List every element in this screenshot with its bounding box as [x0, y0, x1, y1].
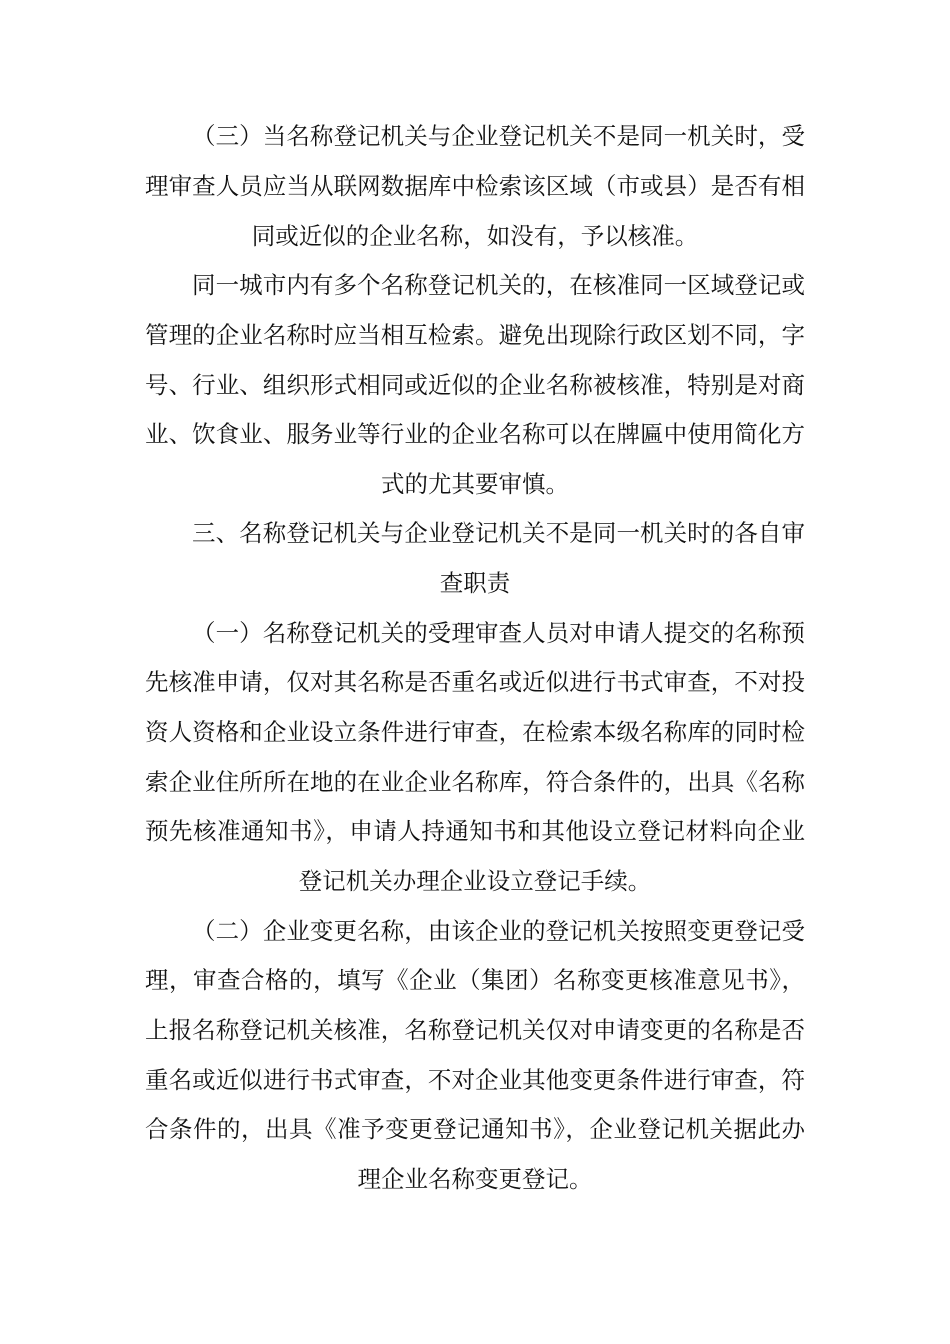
- section-heading-line: 查职责: [439, 569, 511, 597]
- text-line: 登记机关办理企业设立登记手续。: [298, 867, 652, 895]
- text-line: 重名或近似进行书式审查，不对企业其他变更条件进行审查，符: [145, 1066, 805, 1094]
- text-line: （一）名称登记机关的受理审查人员对申请人提交的名称预: [192, 619, 805, 647]
- text-line: 理企业名称变更登记。: [357, 1165, 593, 1193]
- section-heading-line: 三、名称登记机关与企业登记机关不是同一机关时的各自审: [192, 519, 805, 547]
- text-line: 式的尤其要审慎。: [381, 470, 569, 498]
- text-line: 合条件的，出具《准予变更登记通知书》，企业登记机关据此办: [145, 1115, 805, 1143]
- text-line: 先核准申请，仅对其名称是否重名或近似进行书式审查，不对投: [145, 668, 805, 696]
- text-line: 号、行业、组织形式相同或近似的企业名称被核准，特别是对商: [145, 371, 805, 399]
- text-line: （二）企业变更名称，由该企业的登记机关按照变更登记受: [192, 917, 805, 945]
- text-line: 同或近似的企业名称，如没有，予以核准。: [251, 222, 699, 250]
- text-line: 上报名称登记机关核准，名称登记机关仅对申请变更的名称是否: [145, 1016, 805, 1044]
- text-line: 理审查人员应当从联网数据库中检索该区域（市或县）是否有相: [145, 172, 805, 200]
- text-line: 索企业住所所在地的在业企业名称库，符合条件的，出具《名称: [145, 768, 805, 796]
- text-line: 业、饮食业、服务业等行业的企业名称可以在牌匾中使用简化方: [145, 420, 805, 448]
- text-line: 理，审查合格的，填写《企业（集团）名称变更核准意见书》，: [145, 966, 805, 994]
- text-line: 同一城市内有多个名称登记机关的，在核准同一区域登记或: [192, 271, 805, 299]
- text-line: 管理的企业名称时应当相互检索。避免出现除行政区划不同，字: [145, 321, 805, 349]
- text-line: 预先核准通知书》，申请人持通知书和其他设立登记材料向企业: [145, 817, 805, 845]
- text-line: （三）当名称登记机关与企业登记机关不是同一机关时，受: [192, 122, 805, 150]
- text-line: 资人资格和企业设立条件进行审查，在检索本级名称库的同时检: [145, 718, 805, 746]
